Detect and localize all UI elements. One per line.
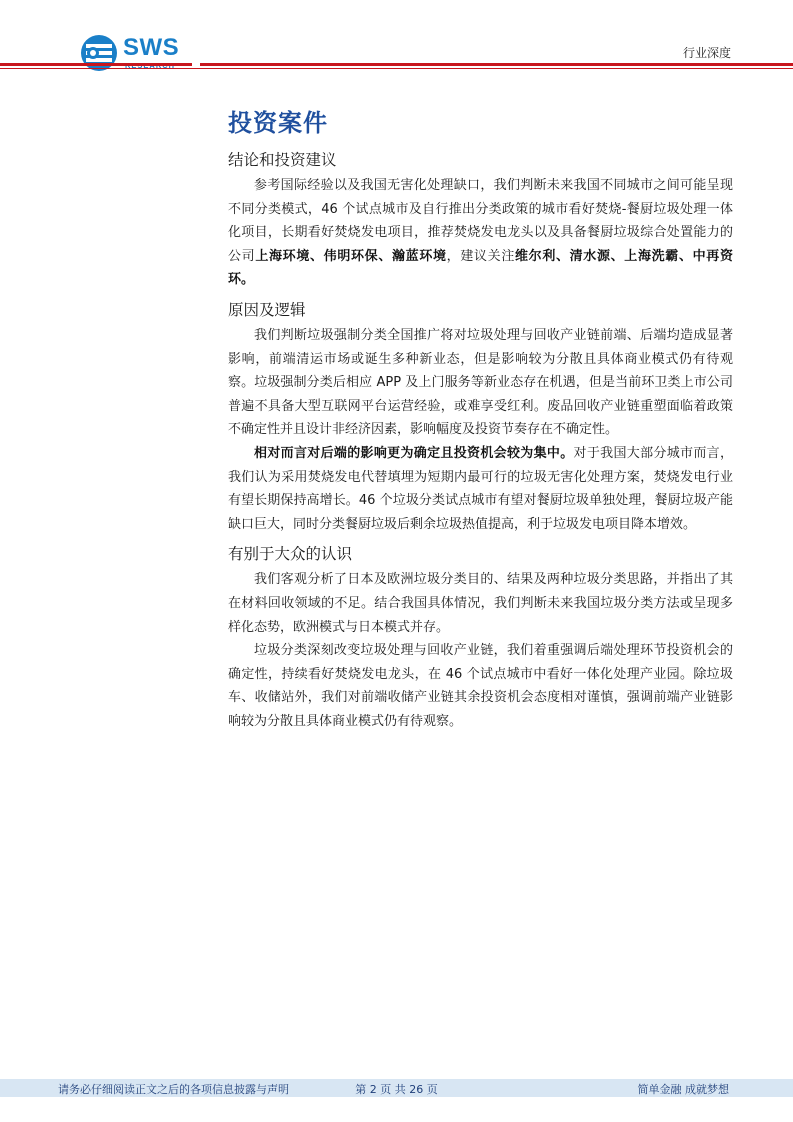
bold-run: 相对而言对后端的影响更为确定且投资机会较为集中。 [254,445,574,461]
main-content [228,106,733,733]
text-run: 参考国际经验以及我国无害化处理缺口，我们判断未来我国不同城市之间可能呈现不同分类模式，46 个试点城市及自行推出分类政策的城市看好焚烧-餐厨垃圾处理一体化项目，长期看好焚烧发电项目，推荐焚烧发电龙头以及具备餐厨垃圾综合处置能力的公司 [228,178,733,264]
paragraph-reasons-1: 我们判断垃圾强制分类全国推广将对垃圾处理与回收产业链前端、后端均造成显著影响，前端清运市场或诞生多种新业态，但是影响较为分散且具体商业模式仍有待观察。垃圾强制分类后相应 APP 及上门服务等新业态存在机遇，但是当前环卫类上市公司普遍不具备大型互联网平台运营经验，或难享受红利。废品回收产业链重塑面临着政策不确定性并且设计非经济因素，影响幅度及投资节奏存在不确定性。 [228,327,733,438]
footer-disclaimer: 请务必仔细阅读正文之后的各项信息披露与声明 [58,1083,289,1096]
header-rule-left [0,63,192,66]
bold-run: 维尔利、清水源、上海洗霸、中再资环。 [228,248,733,288]
paragraph-conclusion [228,174,733,292]
logo-text: SWS [123,34,180,61]
paragraph-distinct-2: 垃圾分类深刻改变垃圾处理与回收产业链，我们着重强调后端处理环节投资机会的确定性，持续看好焚烧发电龙头，在 46 个试点城市中看好一体化处理产业园。除垃圾车、收储站外，我们对前端收储产业链其余投资机会态度相对谨慎，强调前端产业链影响较为分散且具体商业模式仍有待观察。 [228,643,733,729]
subheading-reasons: 原因及逻辑 [228,300,306,319]
header-rule-thin [0,68,793,69]
paragraph-reasons-2 [228,442,733,536]
bold-run: 上海环境、伟明环保、瀚蓝环境 [255,248,447,264]
subheading-conclusion: 结论和投资建议 [228,151,337,169]
text-run: 对于我国大部分城市而言，我们认为采用焚烧发电代替填埋为短期内最可行的垃圾无害化处理方案，焚烧发电行业有望长期保持高增长。46 个垃圾分类试点城市有望对餐厨垃圾单独处理，餐厨垃圾产能缺口巨大，同时分类餐厨垃圾后剩余垃圾热值提高，利于垃圾发电项目降本增效。 [228,445,733,532]
text-run: ，建议关注 [446,248,515,264]
report-type-tag: 行业深度 [682,46,731,60]
section-title: 投资案件 [228,109,328,137]
footer-page-number: 第 2 页 共 26 页 [355,1083,438,1096]
header-rule-right [200,63,793,66]
sws-logo-mark-icon [80,34,118,72]
subheading-distinct-view: 有别于大众的认识 [228,545,353,564]
paragraph-distinct-1: 我们客观分析了日本及欧洲垃圾分类目的、结果及两种垃圾分类思路，并指出了其在材料回收领域的不足。结合我国具体情况，我们判断未来我国垃圾分类方法或呈现多样化态势，欧洲模式与日本模式并存。 [228,572,733,635]
footer-slogan: 简单金融 成就梦想 [637,1083,729,1096]
